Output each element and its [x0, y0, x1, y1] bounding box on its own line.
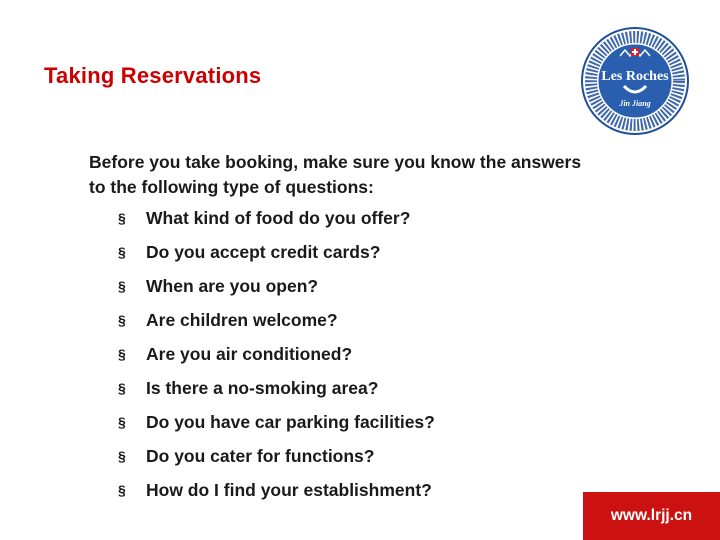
bullet-marker: §: [118, 380, 126, 396]
bullet-marker: §: [118, 244, 126, 260]
list-item: [118, 205, 435, 239]
question-text: When are you open?: [146, 276, 319, 296]
les-roches-jin-jiang-seal-icon: [580, 26, 690, 136]
bullet-marker: §: [118, 278, 126, 294]
bullet-marker: §: [118, 482, 126, 498]
question-text: How do I find your establishment?: [146, 480, 432, 500]
slide-title: Taking Reservations: [44, 63, 262, 88]
question-text: Are you air conditioned?: [146, 344, 353, 364]
list-item: [118, 375, 435, 409]
question-list: [118, 205, 435, 511]
list-item: [118, 239, 435, 273]
logo-sub: Jin Jiang: [619, 99, 651, 108]
question-text: What kind of food do you offer?: [146, 208, 411, 228]
list-item: [118, 273, 435, 307]
list-item: [118, 307, 435, 341]
question-text: Do you cater for functions?: [146, 446, 375, 466]
list-item: [118, 443, 435, 477]
footer-url-badge[interactable]: [583, 492, 720, 540]
question-text: Are children welcome?: [146, 310, 338, 330]
bullet-marker: §: [118, 210, 126, 226]
bullet-marker: §: [118, 414, 126, 430]
list-item: [118, 341, 435, 375]
list-item: [118, 409, 435, 443]
logo-brand: Les Roches: [601, 69, 669, 84]
bullet-marker: §: [118, 312, 126, 328]
intro-text: Before you take booking, make sure you know the answers to the following type of questions:: [89, 152, 582, 197]
question-text: Do you have car parking facilities?: [146, 412, 435, 432]
bullet-marker: §: [118, 346, 126, 362]
footer-url[interactable]: www.lrjj.cn: [610, 507, 693, 524]
question-text: Do you accept credit cards?: [146, 242, 381, 262]
bullet-marker: §: [118, 448, 126, 464]
question-text: Is there a no-smoking area?: [146, 378, 379, 398]
list-item: [118, 477, 435, 511]
